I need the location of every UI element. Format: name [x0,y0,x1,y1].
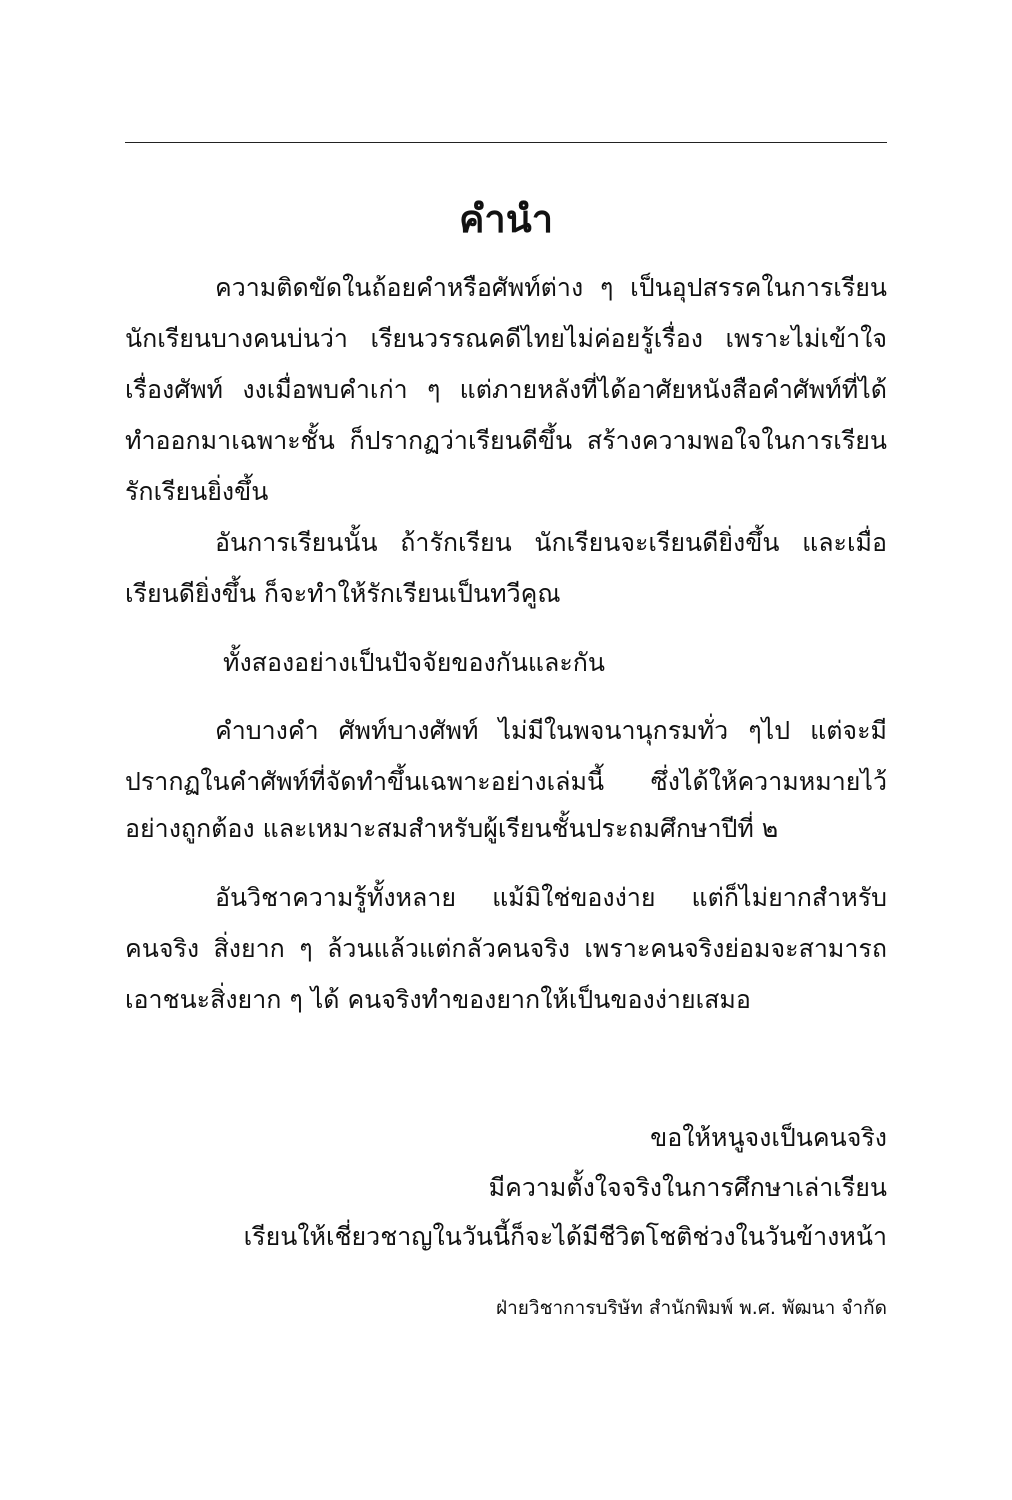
text-line: เรื่องศัพท์ งงเมื่อพบคำเก่า ๆ แต่ภายหลังที่ได้อาศัยหนังสือคำศัพท์ที่ได้ [125,375,887,404]
closing-line: มีความตั้งใจจริงในการศึกษาเล่าเรียน [488,1173,887,1202]
text-line: นักเรียนบางคนบ่นว่า เรียนวรรณคดีไทยไม่ค่อยรู้เรื่อง เพราะไม่เข้าใจ [125,324,887,353]
text-line: อย่างถูกต้อง และเหมาะสมสำหรับผู้เรียนชั้นประถมศึกษาปีที่ ๒ [125,814,779,843]
text-line: อันการเรียนนั้น ถ้ารักเรียน นักเรียนจะเรียนดียิ่งขึ้น และเมื่อ [215,528,887,557]
text-line: ทั้งสองอย่างเป็นปัจจัยของกันและกัน [223,648,606,677]
closing-line: ขอให้หนูจงเป็นคนจริง [650,1123,887,1152]
text-line: ทำออกมาเฉพาะชั้น ก็ปรากฏว่าเรียนดีขึ้น สร้างความพอใจในการเรียน [125,426,887,455]
closing-line: เรียนให้เชี่ยวชาญในวันนี้ก็จะได้มีชีวิตโชติช่วงในวันข้างหน้า [243,1222,887,1251]
text-line: คนจริง สิ่งยาก ๆ ล้วนแล้วแต่กลัวคนจริง เพราะคนจริงย่อมจะสามารถ [125,934,887,963]
text-line: อันวิชาความรู้ทั้งหลาย แม้มิใช่ของง่าย แต่ก็ไม่ยากสำหรับ [215,883,887,912]
text-line: รักเรียนยิ่งขึ้น [125,477,269,506]
text-line: ความติดขัดในถ้อยคำหรือศัพท์ต่าง ๆ เป็นอุปสรรคในการเรียน [215,273,887,302]
text-line: เรียนดียิ่งขึ้น ก็จะทำให้รักเรียนเป็นทวีคูณ [125,579,561,608]
page-title: คำนำ [458,197,554,241]
publisher-signature: ฝ่ายวิชาการบริษัท สำนักพิมพ์ พ.ศ. พัฒนา จำกัด [495,1297,887,1319]
text-line: ปรากฏในคำศัพท์ที่จัดทำขึ้นเฉพาะอย่างเล่มนี้ ซึ่งได้ให้ความหมายไว้ [125,767,887,796]
text-line: เอาชนะสิ่งยาก ๆ ได้ คนจริงทำของยากให้เป็นของง่ายเสมอ [125,985,751,1014]
text-line: คำบางคำ ศัพท์บางศัพท์ ไม่มีในพจนานุกรมทั่ว ๆไป แต่จะมี [215,716,887,745]
header-rule [125,142,887,143]
